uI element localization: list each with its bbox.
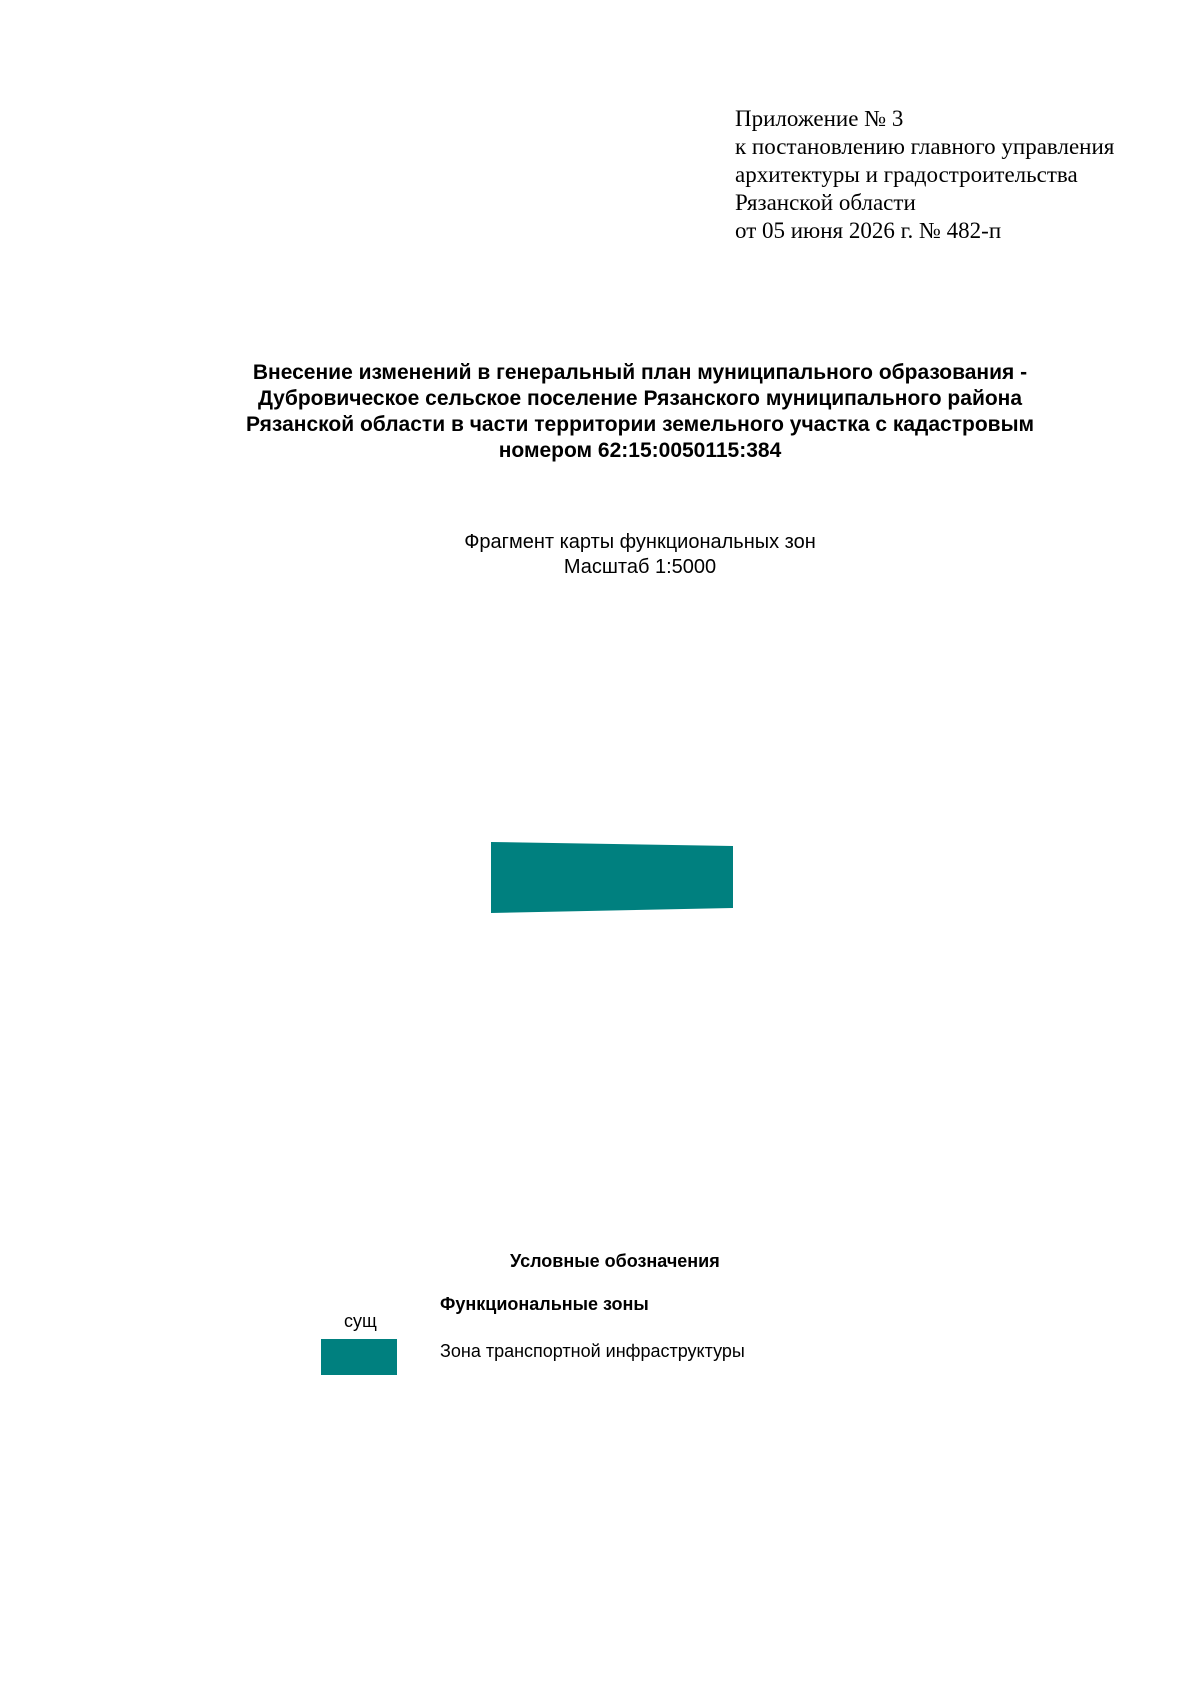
document-title-line: Дубровическое сельское поселение Рязанского муниципального района [257, 387, 1023, 410]
legend-group-title: Функциональные зоны [440, 1294, 649, 1314]
document-title-line: Рязанской области в части территории земельного участка с кадастровым [245, 413, 1035, 436]
appendix-line: Приложение № 3 [735, 106, 904, 131]
appendix-line: Рязанской области [735, 190, 916, 215]
legend-item-label: Зона транспортной инфраструктуры [440, 1341, 745, 1361]
legend-item-swatch [321, 1339, 397, 1375]
document-title-line: Внесение изменений в генеральный план муниципального образования - [252, 361, 1028, 384]
legend-title: Условные обозначения [510, 1251, 720, 1271]
map-caption-title: Фрагмент карты функциональных зон [464, 531, 816, 553]
appendix-line: от 05 июня 2026 г. № 482-п [735, 218, 1002, 243]
map-scale: Масштаб 1:5000 [563, 556, 717, 578]
appendix-line: к постановлению главного управления [735, 134, 1115, 159]
transport-infrastructure-zone [491, 842, 733, 913]
appendix-line: архитектуры и градостроительства [735, 162, 1078, 187]
legend-item-code: сущ [344, 1311, 377, 1331]
document-title-line: номером 62:15:0050115:384 [498, 439, 782, 462]
